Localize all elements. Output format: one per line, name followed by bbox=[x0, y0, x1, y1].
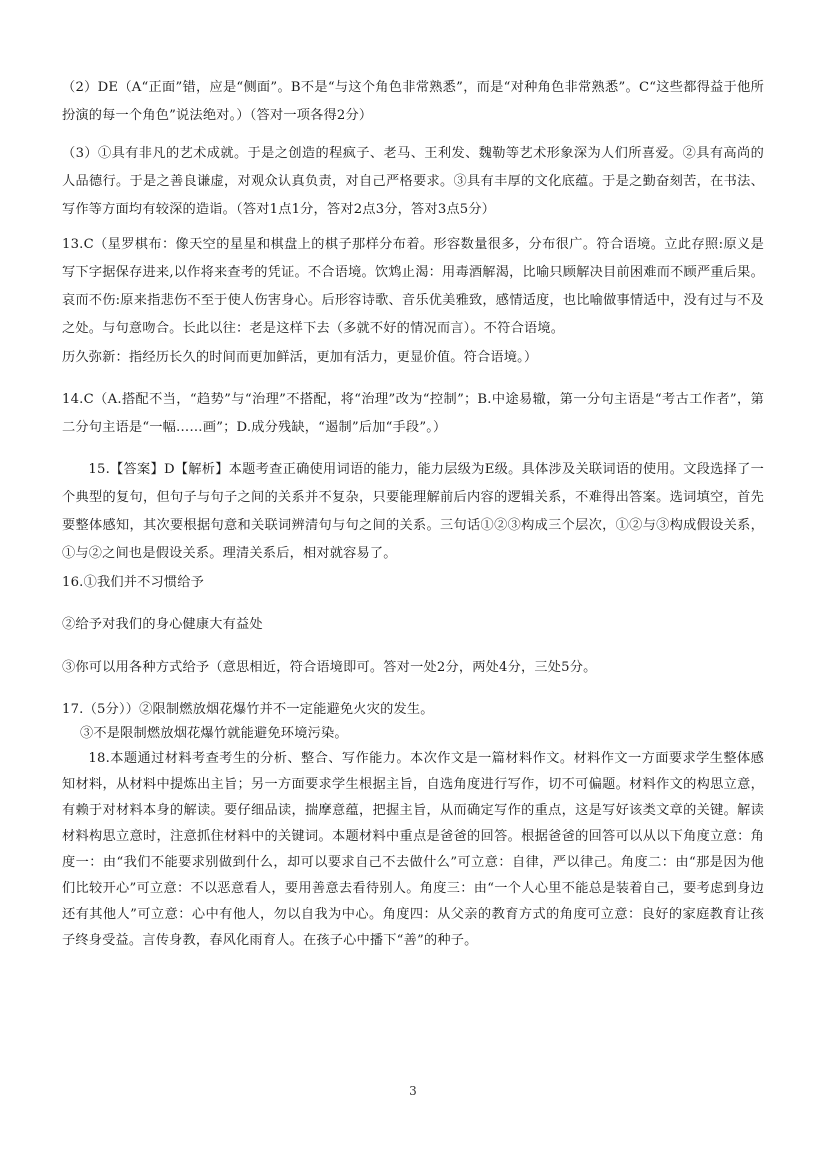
answer-17-item-3: ③不是限制燃放烟花爆竹就能避免环境污染。 bbox=[80, 726, 348, 741]
answer-12-2: （2）DE（A“正面”错，应是“侧面”。B不是“与这个角色非常熟悉”，而是“对种角色非常熟悉”。C“这些都得益于他所扮演的每一个角色”说法绝对。）（答对一项各得2分） bbox=[62, 80, 764, 123]
answer-16-item-2: ②给予对我们的身心健康大有益处 bbox=[62, 617, 263, 632]
answer-16-item-3: ③你可以用各种方式给予（意思相近，符合语境即可。答对一处2分，两处4分，三处5分。 bbox=[62, 660, 597, 675]
answer-13-continued: 历久弥新：指经历长久的时间而更加鲜活，更加有活力，更显价值。符合语境。） bbox=[62, 350, 538, 365]
answer-14: 14.C（A.搭配不当，“趋势”与“治理”不搭配，将“治理”改为“控制”；B.中途易辙，第一分句主语是“考古工作者”，第二分句主语是“一幅……画”；D.成分残缺，“遏制”后加“手段”。） bbox=[62, 392, 764, 435]
answer-12-3: （3）①具有非凡的艺术成就。于是之创造的程疯子、老马、王利发、魏勒等艺术形象深为人们所喜爱。②具有高尚的人品德行。于是之善良谦虚，对观众认真负责，对自己严格要求。③具有丰厚的文化底蕴。于是之勤奋刻苦，在书法、写作等方面均有较深的造诣。（答对1点1分，答对2点3分，答对3点5分） bbox=[62, 146, 764, 217]
page-number: 3 bbox=[409, 1084, 417, 1098]
answer-18: 18.本题通过材料考查考生的分析、整合、写作能力。本次作文是一篇材料作文。材料作文一方面要求学生整体感知材料，从材料中提炼出主旨；另一方面要求学生根据主旨，自选角度进行写作，切不可偏题。材料作文的构思立意，有赖于对材料本身的解读。要仔细品读，揣摩意蕴，把握主旨，从而确定写作的重点，这是写好该类文章的关键。解读材料构思立意时，注意抓住材料中的关键词。本题材料中重点是爸爸的回答。根据爸爸的回答可以从以下角度立意：角度一：由“我们不能要求别做到什么，却可以要求自己不去做什么”可立意：自律，严以律己。角度二：由“那是因为他们比较开心”可立意：不以恶意看人，要用善意去看待别人。角度三：由“一个人心里不能总是装着自己，要考虑到身边还有其他人”可立意：心中有他人，勿以自我为中心。角度四：从父亲的教育方式的角度可立意：良好的家庭教育让孩子终身受益。言传身教，春风化雨育人。在孩子心中播下“善”的种子。 bbox=[62, 751, 764, 948]
answer-17-item-2: 17.（5分））②限制燃放烟花爆竹并不一定能避免火灾的发生。 bbox=[62, 702, 434, 717]
answer-16-item-1: 16.①我们并不习惯给予 bbox=[62, 575, 205, 590]
answer-13: 13.C（星罗棋布：像天空的星星和棋盘上的棋子那样分布着。形容数量很多，分布很广。符合语境。立此存照:原义是写下字据保存进来,以作将来查考的凭证。不合语境。饮鸩止渴：用毒酒解渴，比喻只顾解决目前困难而不顾严重后果。哀而不伤:原来指悲伤不至于使人伤害身心。后形容诗歌、音乐优美雅致，感情适度，也比喻做事情适中，没有过与不及之处。与句意吻合。长此以往：老是这样下去（多就不好的情况而言）。不符合语境。 bbox=[62, 237, 764, 336]
answer-15: 15.【答案】D【解析】本题考查正确使用词语的能力，能力层级为E级。具体涉及关联词语的使用。文段选择了一个典型的复句，但句子与句子之间的关系并不复杂，只要能理解前后内容的逻辑关系，不难得出答案。选词填空，首先要整体感知，其次要根据句意和关联词辨清句与句之间的关系。三句话①②③构成三个层次，①②与③构成假设关系，①与②之间也是假设关系。理清关系后，相对就容易了。 bbox=[62, 462, 764, 561]
